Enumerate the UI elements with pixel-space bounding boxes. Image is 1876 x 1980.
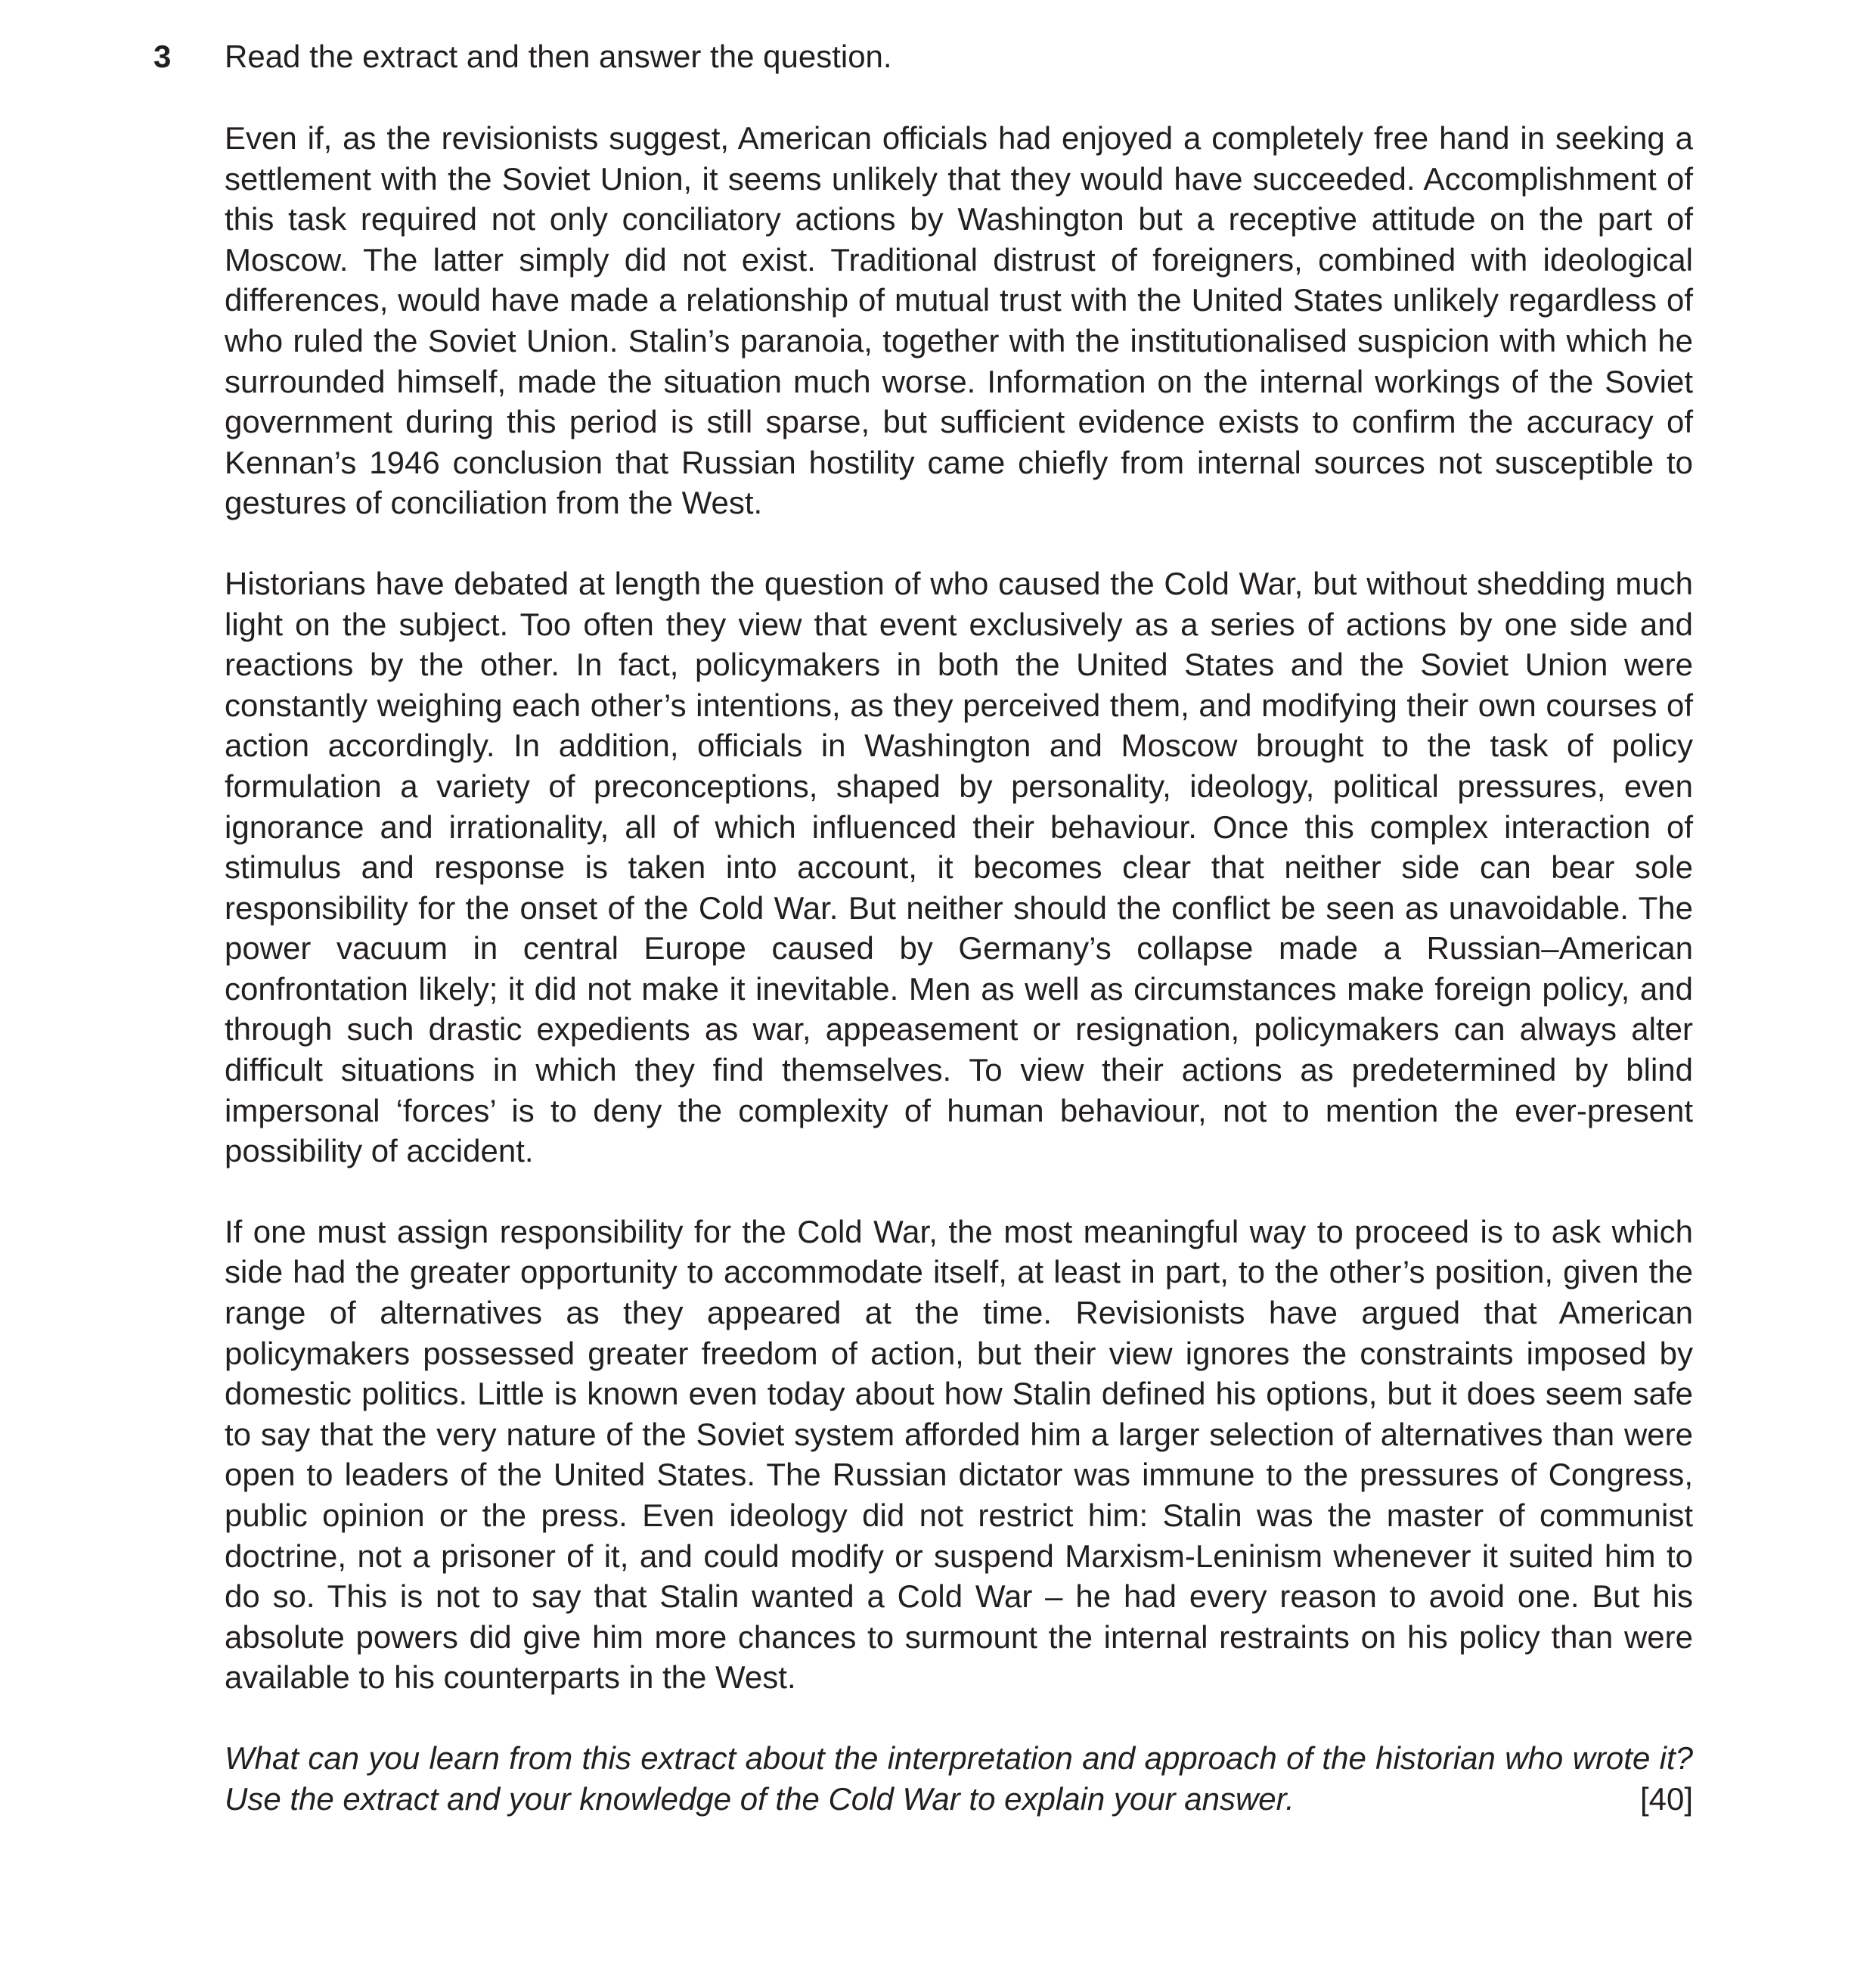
question-instruction: Read the extract and then answer the question.: [225, 39, 892, 74]
extract-paragraph-2: Historians have debated at length the question of who caused the Cold War, but without shedding much light on the subject. Too often they view that event exclusively as a series of actions by one side and reactions by the other. In fact, policymakers in both the United States and the Soviet Union were constantly weighing each other’s intentions, as they perceived them, and modifying their own courses of action accordingly. In addition, officials in Washington and Moscow brought to the task of policy formulation a variety of preconceptions, shaped by personality, ideology, political pressures, even ignorance and irrationality, all of which influenced their behaviour. Once this complex interaction of stimulus and response is taken into account, it becomes clear that neither side can bear sole responsibility for the onset of the Cold War. But neither should the conflict be seen as unavoidable. The power vacuum in central Europe caused by Germany’s collapse made a Russian–American confrontation likely; it did not make it inevitable. Men as well as circumstances make foreign policy, and through such drastic expedients as war, appeasement or resignation, policymakers can always alter difficult situations in which they find themselves. To view their actions as predetermined by blind impersonal ‘forces’ is to deny the complexity of human behaviour, not to mention the ever-present possibility of accident.: [225, 565, 1693, 1169]
question-content: [225, 35, 1693, 1819]
question-number: 3: [153, 39, 172, 74]
extract-paragraph-3: If one must assign responsibility for the Cold War, the most meaningful way to proceed is to ask which side had the greater opportunity to accommodate itself, at least in part, to the other’s position, given the range of alternatives as they appeared at the time. Revisionists have argued that American policymakers possessed greater freedom of action, but their view ignores the constraints imposed by domestic politics. Little is known even today about how Stalin defined his options, but it does seem safe to say that the very nature of the Soviet system afforded him a larger selection of alternatives than were open to leaders of the United States. The Russian dictator was immune to the pressures of Congress, public opinion or the press. Even ideology did not restrict him: Stalin was the master of communist doctrine, not a prisoner of it, and could modify or suspend Marxism-Leninism whenever it suited him to do so. This is not to say that Stalin wanted a Cold War – he had every reason to avoid one. But his absolute powers did give him more chances to surmount the internal restraints on his policy than were available to his counterparts in the West.: [225, 1213, 1693, 1696]
extract-paragraph-1: Even if, as the revisionists suggest, American officials had enjoyed a completely free hand in seeking a settlement with the Soviet Union, it seems unlikely that they would have succeeded. Accomplishment of this task required not only conciliatory actions by Washington but a receptive attitude on the part of Moscow. The latter simply did not exist. Traditional distrust of foreigners, combined with ideological differences, would have made a relationship of mutual trust with the United States unlikely regardless of who ruled the Soviet Union. Stalin’s paranoia, together with the institutionalised suspicion with which he surrounded himself, made the situation much worse. Information on the internal workings of the Soviet government during this period is still sparse, but sufficient evidence exists to confirm the accuracy of Kennan’s 1946 conclusion that Russian hostility came chiefly from internal sources not susceptible to gestures of conciliation from the West.: [225, 120, 1693, 521]
question-prompt-block: [225, 1738, 1693, 1819]
question-prompt: What can you learn from this extract about the interpretation and approach of the historian who wrote it? Use the extract and your knowledge of the Cold War to explain your answer.: [225, 1739, 1693, 1817]
marks-allocation: [40]: [1639, 1780, 1693, 1817]
